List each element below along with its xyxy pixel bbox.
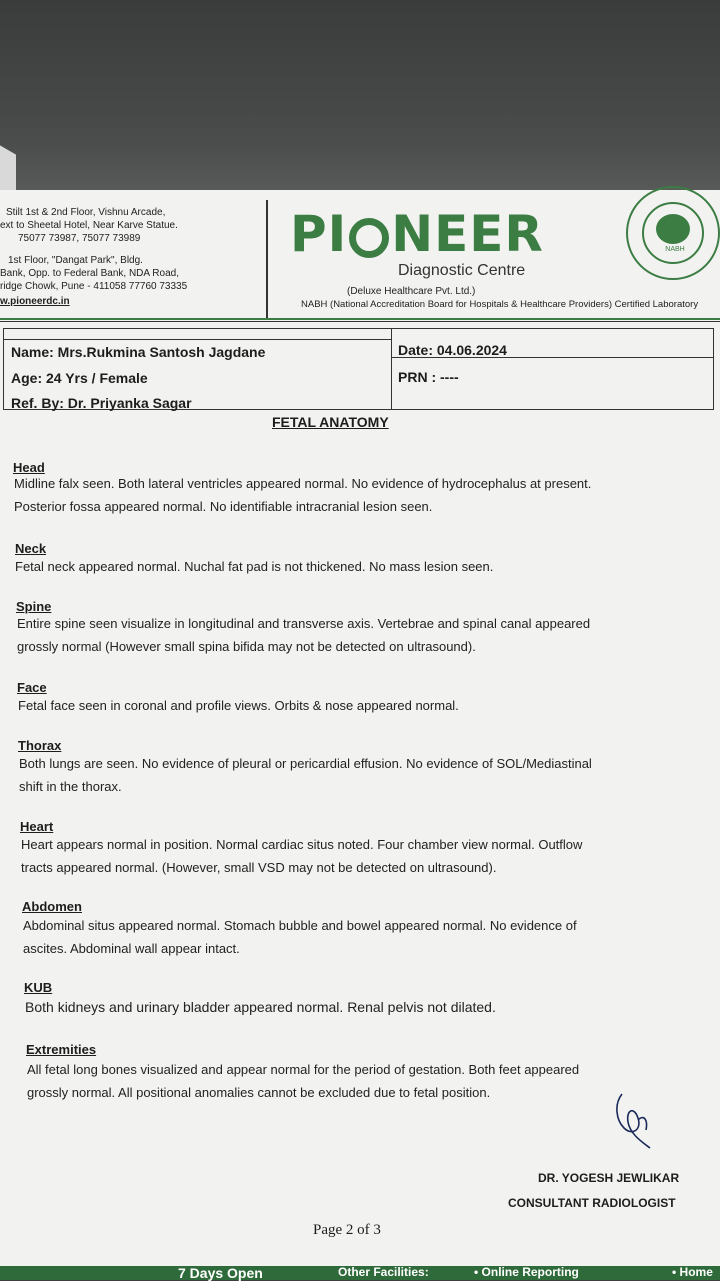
seal-label: NABH — [665, 246, 685, 253]
header-divider — [266, 200, 268, 320]
signature-icon — [608, 1090, 658, 1150]
section-heading-spine: Spine — [16, 599, 52, 614]
section-text-extremities: All fetal long bones visualized and appear normal for the period of gestation. Both feet appeared grossly normal. All positional anomalies cannot be excluded due to fetal position. — [27, 1062, 580, 1100]
section-text-neck: Fetal neck appeared normal. Nuchal fat pad is not thickened. No mass lesion seen. — [15, 559, 494, 574]
section-heading-thorax: Thorax — [18, 738, 62, 753]
report-date: Date: 04.06.2024 — [398, 342, 507, 358]
section-heading-extremities: Extremities — [26, 1042, 97, 1057]
referred-by: Ref. By: Dr. Priyanka Sagar — [11, 395, 192, 411]
address-block — [0, 206, 260, 308]
website-link[interactable]: w.pioneerdc.in — [0, 296, 70, 307]
footer-item: • Online Reporting — [474, 1265, 579, 1279]
report-title: FETAL ANATOMY — [272, 414, 389, 430]
address-line: 75077 73987, 75077 73989 — [18, 233, 141, 244]
footer-item: 7 Days Open — [178, 1265, 263, 1281]
doctor-designation: CONSULTANT RADIOLOGIST — [508, 1196, 676, 1210]
section-text-face: Fetal face seen in coronal and profile views. Orbits & nose appeared normal. — [18, 698, 459, 713]
address-line: Bank, Opp. to Federal Bank, NDA Road, — [0, 268, 179, 279]
company-name: (Deluxe Healthcare Pvt. Ltd.) — [347, 286, 476, 297]
patient-age: Age: 24 Yrs / Female — [11, 370, 148, 386]
section-heading-neck: Neck — [15, 541, 47, 556]
logo-subtitle: Diagnostic Centre — [398, 262, 526, 279]
logo-o-icon — [349, 218, 389, 258]
footer-item: Other Facilities: — [338, 1265, 429, 1279]
footer-item: • Home — [672, 1265, 713, 1279]
section-text-spine: Entire spine seen visualize in longitudinal and transverse axis. Vertebrae and spinal canal appeared grossly normal (However small spina bifida may not be detected on ultrasound). — [17, 616, 591, 654]
section-text-heart: Heart appears normal in position. Normal cardiac situs noted. Four chamber view normal. Outflow tracts appeared normal. (However, small VSD may not be detected on ultrasound). — [21, 837, 583, 875]
doctor-name: DR. YOGESH JEWLIKAR — [538, 1171, 680, 1185]
pioneer-logo: PI NEER — [290, 205, 544, 263]
section-text-thorax: Both lungs are seen. No evidence of pleural or pericardial effusion. No evidence of SOL/Mediastinal shift in the thorax. — [19, 756, 592, 794]
section-heading-head: Head — [13, 460, 45, 475]
section-heading-kub: KUB — [24, 980, 53, 995]
patient-name: Name: Mrs.Rukmina Santosh Jagdane — [11, 344, 266, 360]
section-heading-abdomen: Abdomen — [22, 899, 82, 914]
address-line: ridge Chowk, Pune - 411058 77760 73335 — [0, 281, 188, 292]
nabh-seal-icon — [626, 186, 720, 280]
section-text-abdomen: Abdominal situs appeared normal. Stomach bubble and bowel appeared normal. No evidence of ascites. Abdominal wall appear intact. — [23, 918, 577, 956]
section-text-head: Midline falx seen. Both lateral ventricles appeared normal. No evidence of hydrocephalus at present. Posterior fossa appeared normal. No identifiable intracranial lesion seen. — [14, 476, 592, 514]
address-line: 1st Floor, "Dangat Park", Bldg. — [8, 255, 143, 266]
address-line: Stilt 1st & 2nd Floor, Vishnu Arcade, — [6, 207, 166, 218]
address-line: ext to Sheetal Hotel, Near Karve Statue. — [0, 220, 178, 231]
desk-background — [0, 0, 720, 200]
section-text-kub: Both kidneys and urinary bladder appeared normal. Renal pelvis not dilated. — [25, 999, 496, 1015]
header-rule — [0, 318, 720, 320]
section-heading-heart: Heart — [20, 819, 54, 834]
section-heading-face: Face — [17, 680, 47, 695]
header-rule-thin — [0, 321, 720, 322]
accreditation-text: NABH (National Accreditation Board for Hospitals & Healthcare Providers) Certified Laboratory — [301, 299, 699, 310]
page-number: Page 2 of 3 — [313, 1222, 381, 1238]
prn-number: PRN : ---- — [398, 369, 459, 385]
